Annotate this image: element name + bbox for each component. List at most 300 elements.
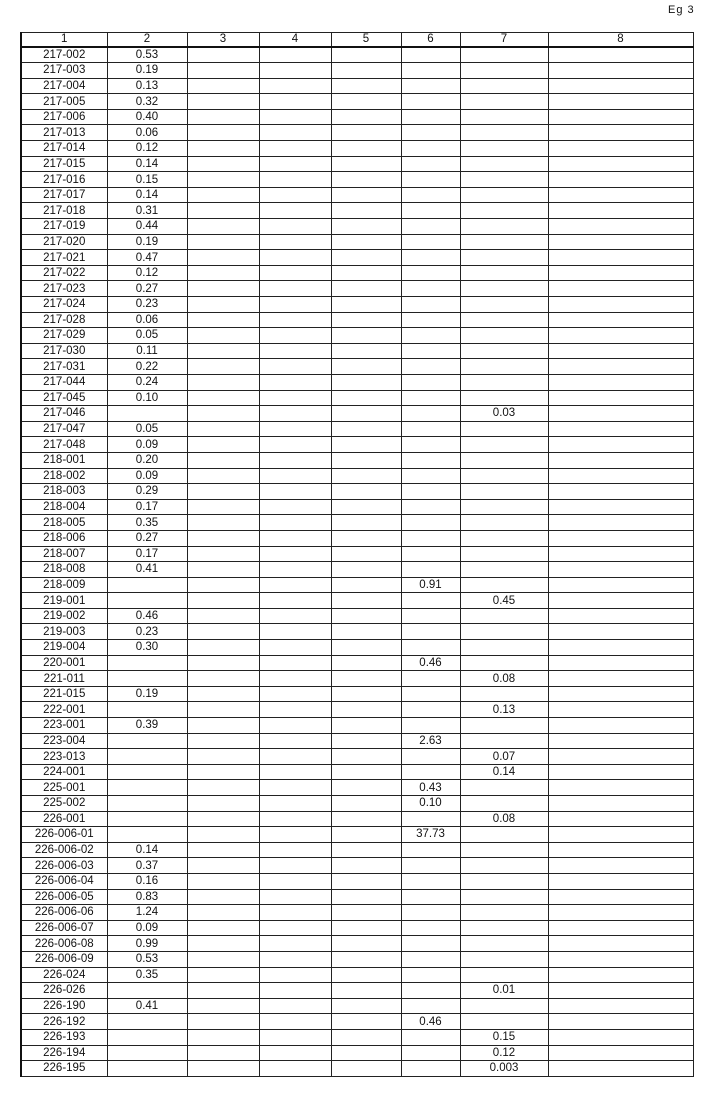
row-id-cell: 221-015 [21, 686, 107, 702]
table-cell [548, 203, 693, 219]
table-row [21, 437, 693, 453]
table-cell [401, 187, 460, 203]
table-cell [548, 842, 693, 858]
table-cell [548, 437, 693, 453]
table-row [21, 873, 693, 889]
table-cell [187, 484, 259, 500]
table-row [21, 343, 693, 359]
row-id-cell: 217-023 [21, 281, 107, 297]
table-cell [401, 156, 460, 172]
table-cell [187, 297, 259, 313]
table-cell [259, 718, 331, 734]
table-cell [460, 359, 548, 375]
table-cell [401, 640, 460, 656]
row-id-cell: 217-028 [21, 312, 107, 328]
table-header-row [21, 33, 693, 47]
table-cell [548, 297, 693, 313]
row-id-cell: 225-001 [21, 780, 107, 796]
table-cell: 0.003 [460, 1061, 548, 1077]
table-cell [331, 858, 401, 874]
table-cell [460, 452, 548, 468]
table-cell [548, 499, 693, 515]
table-cell [401, 312, 460, 328]
table-cell [259, 562, 331, 578]
row-id-cell: 218-008 [21, 562, 107, 578]
table-cell: 0.16 [107, 873, 187, 889]
table-cell [187, 312, 259, 328]
table-cell [259, 328, 331, 344]
table-cell: 0.07 [460, 749, 548, 765]
table-cell [460, 842, 548, 858]
table-cell [460, 421, 548, 437]
column-header: 8 [548, 33, 693, 47]
row-id-cell: 217-031 [21, 359, 107, 375]
table-cell [187, 686, 259, 702]
row-id-cell: 226-006-04 [21, 873, 107, 889]
row-id-cell: 217-005 [21, 94, 107, 110]
table-cell: 0.15 [460, 1029, 548, 1045]
table-cell [331, 406, 401, 422]
table-cell [460, 390, 548, 406]
table-row [21, 1029, 693, 1045]
table-cell: 0.06 [107, 312, 187, 328]
table-row [21, 546, 693, 562]
table-cell [401, 250, 460, 266]
row-id-cell: 217-022 [21, 265, 107, 281]
table-row [21, 951, 693, 967]
table-cell [259, 905, 331, 921]
table-cell [107, 406, 187, 422]
table-cell [331, 905, 401, 921]
table-cell [331, 484, 401, 500]
table-row [21, 733, 693, 749]
table-cell [187, 109, 259, 125]
table-cell [331, 718, 401, 734]
table-cell: 0.41 [107, 998, 187, 1014]
table-row [21, 297, 693, 313]
row-id-cell: 223-013 [21, 749, 107, 765]
table-cell [460, 484, 548, 500]
table-cell [331, 624, 401, 640]
table-cell [460, 312, 548, 328]
table-cell: 0.13 [107, 78, 187, 94]
table-cell [548, 686, 693, 702]
table-row [21, 203, 693, 219]
table-cell [187, 983, 259, 999]
row-id-cell: 217-013 [21, 125, 107, 141]
table-cell: 0.32 [107, 94, 187, 110]
table-cell [548, 577, 693, 593]
table-cell: 1.24 [107, 905, 187, 921]
table-cell [460, 640, 548, 656]
table-cell [259, 530, 331, 546]
table-cell [259, 156, 331, 172]
table-cell [331, 1045, 401, 1061]
table-row [21, 562, 693, 578]
table-cell [331, 390, 401, 406]
table-row [21, 671, 693, 687]
table-cell [331, 499, 401, 515]
table-row [21, 1045, 693, 1061]
table-row [21, 780, 693, 796]
table-cell [460, 967, 548, 983]
table-row [21, 468, 693, 484]
table-row [21, 172, 693, 188]
table-cell [331, 1029, 401, 1045]
table-cell: 0.91 [401, 577, 460, 593]
row-id-cell: 226-006-09 [21, 951, 107, 967]
table-row [21, 920, 693, 936]
table-cell [331, 530, 401, 546]
table-cell [548, 889, 693, 905]
table-cell [259, 671, 331, 687]
table-cell [259, 967, 331, 983]
row-id-cell: 223-001 [21, 718, 107, 734]
table-row [21, 406, 693, 422]
table-cell [548, 671, 693, 687]
table-cell [460, 203, 548, 219]
table-cell [460, 873, 548, 889]
table-cell [460, 562, 548, 578]
table-cell [331, 452, 401, 468]
table-cell [401, 78, 460, 94]
table-row [21, 94, 693, 110]
table-cell: 0.31 [107, 203, 187, 219]
table-cell [548, 920, 693, 936]
table-cell [460, 343, 548, 359]
table-cell [259, 141, 331, 157]
table-cell: 0.14 [107, 842, 187, 858]
table-cell [259, 499, 331, 515]
table-cell [548, 484, 693, 500]
table-cell: 0.13 [460, 702, 548, 718]
table-cell [259, 515, 331, 531]
table-cell [259, 811, 331, 827]
table-cell [401, 764, 460, 780]
row-id-cell: 218-007 [21, 546, 107, 562]
row-id-cell: 217-017 [21, 187, 107, 203]
table-cell [401, 515, 460, 531]
row-id-cell: 217-015 [21, 156, 107, 172]
table-cell [460, 374, 548, 390]
column-header: 2 [107, 33, 187, 47]
table-cell [460, 515, 548, 531]
table-cell [259, 1045, 331, 1061]
table-row [21, 764, 693, 780]
row-id-cell: 218-001 [21, 452, 107, 468]
table-cell [401, 624, 460, 640]
table-cell [548, 951, 693, 967]
table-cell: 0.35 [107, 515, 187, 531]
row-id-cell: 217-045 [21, 390, 107, 406]
table-cell [187, 328, 259, 344]
table-row [21, 156, 693, 172]
table-cell [107, 655, 187, 671]
table-row [21, 718, 693, 734]
table-cell [548, 63, 693, 79]
row-id-cell: 226-006-02 [21, 842, 107, 858]
table-cell: 0.17 [107, 546, 187, 562]
table-cell: 0.46 [401, 1014, 460, 1030]
table-cell: 0.19 [107, 63, 187, 79]
table-cell [107, 983, 187, 999]
table-cell [259, 203, 331, 219]
table-cell: 0.99 [107, 936, 187, 952]
table-cell [187, 577, 259, 593]
table-cell: 0.29 [107, 484, 187, 500]
table-cell [460, 624, 548, 640]
table-cell [331, 437, 401, 453]
table-cell: 0.12 [107, 141, 187, 157]
table-cell [401, 608, 460, 624]
table-cell [187, 265, 259, 281]
table-cell [187, 842, 259, 858]
table-cell: 0.46 [401, 655, 460, 671]
table-cell: 0.14 [460, 764, 548, 780]
table-cell [401, 47, 460, 63]
table-cell [259, 608, 331, 624]
row-id-cell: 226-194 [21, 1045, 107, 1061]
table-cell [259, 749, 331, 765]
table-cell [401, 359, 460, 375]
table-cell [460, 780, 548, 796]
table-cell [460, 796, 548, 812]
table-cell [548, 718, 693, 734]
table-cell: 0.47 [107, 250, 187, 266]
table-cell [107, 1029, 187, 1045]
table-cell [548, 1014, 693, 1030]
table-cell [548, 390, 693, 406]
table-cell [331, 47, 401, 63]
table-cell [259, 281, 331, 297]
table-cell [548, 374, 693, 390]
table-cell [331, 842, 401, 858]
table-cell [259, 702, 331, 718]
table-row [21, 499, 693, 515]
table-cell [548, 468, 693, 484]
table-cell [331, 421, 401, 437]
table-cell [331, 328, 401, 344]
table-cell [107, 796, 187, 812]
table-cell [548, 780, 693, 796]
row-id-cell: 217-014 [21, 141, 107, 157]
table-cell [460, 125, 548, 141]
table-cell [460, 546, 548, 562]
table-row [21, 998, 693, 1014]
table-cell [548, 47, 693, 63]
table-cell [460, 297, 548, 313]
table-cell [401, 406, 460, 422]
table-cell: 0.40 [107, 109, 187, 125]
table-cell [401, 920, 460, 936]
table-cell [548, 733, 693, 749]
table-cell: 0.41 [107, 562, 187, 578]
table-cell [401, 842, 460, 858]
row-id-cell: 226-006-08 [21, 936, 107, 952]
table-cell [401, 203, 460, 219]
table-cell: 0.09 [107, 468, 187, 484]
table-cell [331, 686, 401, 702]
table-cell [259, 1061, 331, 1077]
table-cell [331, 577, 401, 593]
table-cell [401, 219, 460, 235]
row-id-cell: 217-002 [21, 47, 107, 63]
row-id-cell: 217-003 [21, 63, 107, 79]
table-cell [187, 125, 259, 141]
table-cell [187, 47, 259, 63]
table-cell [259, 764, 331, 780]
table-cell [259, 827, 331, 843]
table-cell [548, 78, 693, 94]
table-cell [187, 671, 259, 687]
table-cell: 0.01 [460, 983, 548, 999]
table-cell [460, 94, 548, 110]
table-cell [460, 219, 548, 235]
table-cell [460, 250, 548, 266]
table-cell [548, 983, 693, 999]
row-id-cell: 225-002 [21, 796, 107, 812]
table-cell [331, 951, 401, 967]
table-cell: 0.83 [107, 889, 187, 905]
row-id-cell: 226-006-01 [21, 827, 107, 843]
table-cell [548, 421, 693, 437]
row-id-cell: 217-048 [21, 437, 107, 453]
table-cell: 0.39 [107, 718, 187, 734]
table-cell [460, 265, 548, 281]
table-cell [259, 47, 331, 63]
table-cell [107, 733, 187, 749]
row-id-cell: 226-026 [21, 983, 107, 999]
table-cell [401, 1029, 460, 1045]
table-cell [187, 234, 259, 250]
table-cell [401, 125, 460, 141]
table-cell [259, 796, 331, 812]
table-cell [331, 608, 401, 624]
table-cell [107, 780, 187, 796]
table-cell [548, 265, 693, 281]
column-header: 7 [460, 33, 548, 47]
table-cell [460, 530, 548, 546]
table-cell [460, 187, 548, 203]
row-id-cell: 221-011 [21, 671, 107, 687]
table-cell [401, 983, 460, 999]
table-cell [401, 63, 460, 79]
table-cell [401, 452, 460, 468]
table-cell [331, 873, 401, 889]
table-row [21, 827, 693, 843]
table-cell [259, 187, 331, 203]
table-cell [187, 172, 259, 188]
table-cell [548, 936, 693, 952]
table-cell [401, 437, 460, 453]
table-cell [331, 374, 401, 390]
table-cell [548, 109, 693, 125]
table-cell [401, 702, 460, 718]
table-cell [187, 936, 259, 952]
table-cell [460, 437, 548, 453]
table-cell [187, 187, 259, 203]
table-cell [259, 873, 331, 889]
table-cell [460, 499, 548, 515]
table-cell [548, 250, 693, 266]
table-row [21, 593, 693, 609]
table-cell: 0.11 [107, 343, 187, 359]
table-row [21, 250, 693, 266]
row-id-cell: 217-046 [21, 406, 107, 422]
table-cell [107, 1061, 187, 1077]
table-cell: 0.14 [107, 156, 187, 172]
table-cell [259, 390, 331, 406]
table-cell [187, 390, 259, 406]
table-cell [187, 827, 259, 843]
table-cell: 0.10 [107, 390, 187, 406]
row-id-cell: 217-004 [21, 78, 107, 94]
table-cell [331, 94, 401, 110]
row-id-cell: 218-006 [21, 530, 107, 546]
table-cell [259, 437, 331, 453]
row-id-cell: 219-003 [21, 624, 107, 640]
table-cell [187, 624, 259, 640]
table-cell [401, 671, 460, 687]
row-id-cell: 217-020 [21, 234, 107, 250]
table-cell [187, 749, 259, 765]
table-cell [187, 63, 259, 79]
table-cell [401, 484, 460, 500]
table-cell [331, 702, 401, 718]
table-cell: 0.09 [107, 437, 187, 453]
column-header: 1 [21, 33, 107, 47]
row-id-cell: 217-016 [21, 172, 107, 188]
table-cell [460, 78, 548, 94]
table-cell [187, 1045, 259, 1061]
table-cell [548, 811, 693, 827]
table-cell [187, 796, 259, 812]
table-cell: 0.10 [401, 796, 460, 812]
table-cell [548, 156, 693, 172]
table-cell [460, 281, 548, 297]
table-cell [548, 905, 693, 921]
table-row [21, 328, 693, 344]
table-cell [259, 421, 331, 437]
table-cell: 0.24 [107, 374, 187, 390]
table-row [21, 624, 693, 640]
table-cell [187, 920, 259, 936]
table-cell: 0.19 [107, 686, 187, 702]
row-id-cell: 219-001 [21, 593, 107, 609]
table-cell [460, 328, 548, 344]
table-cell [259, 374, 331, 390]
table-cell [331, 109, 401, 125]
table-cell: 0.23 [107, 297, 187, 313]
table-cell [187, 951, 259, 967]
table-cell [548, 141, 693, 157]
table-cell [401, 109, 460, 125]
table-cell [259, 359, 331, 375]
table-cell [259, 468, 331, 484]
table-row [21, 281, 693, 297]
row-id-cell: 217-044 [21, 374, 107, 390]
table-cell [331, 967, 401, 983]
table-cell [548, 624, 693, 640]
table-cell [187, 437, 259, 453]
table-cell [259, 624, 331, 640]
table-cell: 0.22 [107, 359, 187, 375]
table-cell: 0.27 [107, 281, 187, 297]
table-cell [187, 406, 259, 422]
table-row [21, 686, 693, 702]
table-cell [259, 1014, 331, 1030]
table-cell [548, 172, 693, 188]
